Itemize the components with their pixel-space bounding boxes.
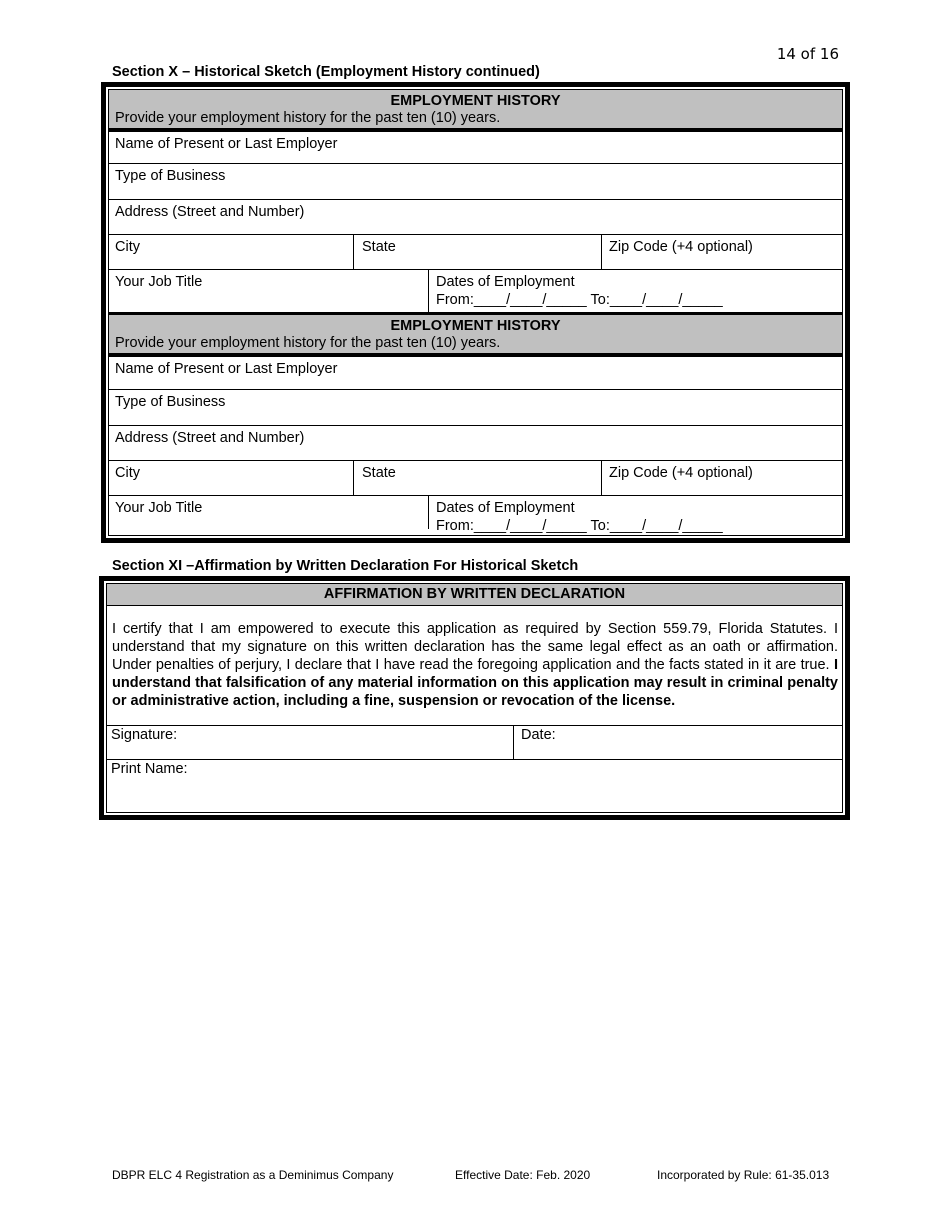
footer-form-name: DBPR ELC 4 Registration as a Deminimus Company xyxy=(112,1168,394,1182)
employment-history-form xyxy=(101,82,850,543)
business-type-label: Type of Business xyxy=(115,394,226,410)
affirmation-text: I certify that I am empowered to execute this application as required by Section 559.79, Florida Statutes. I understand that my signature on this written declaration has the same legal effect as an oath or affirmation. Under penalties of perjury, I declare that I have read the foregoing application and the facts stated in it are true. xyxy=(112,621,838,673)
affirmation-warning-text: I understand that falsification of any material information on this application may result in criminal penalty or administrative action, including a fine, suspension or revocation of the license. xyxy=(112,657,838,709)
job-title-field[interactable] xyxy=(109,496,428,529)
zip-label: Zip Code (+4 optional) xyxy=(609,465,753,481)
job-title-label: Your Job Title xyxy=(115,274,203,290)
employment-history-header-1 xyxy=(109,90,842,132)
business-type-field[interactable] xyxy=(109,390,842,426)
footer-effective-date: Effective Date: Feb. 2020 xyxy=(455,1168,591,1182)
job-title-dates-row xyxy=(109,496,842,534)
state-label: State xyxy=(362,465,396,481)
address-label: Address (Street and Number) xyxy=(115,430,305,446)
signature-field[interactable] xyxy=(107,726,513,759)
address-field[interactable] xyxy=(109,200,842,235)
dates-fields[interactable]: From:____/____/_____ To:____/____/_____ xyxy=(436,518,723,534)
address-field[interactable] xyxy=(109,426,842,461)
business-type-label: Type of Business xyxy=(115,168,226,184)
employer-name-field[interactable] xyxy=(109,132,842,164)
print-name-field[interactable] xyxy=(107,760,842,795)
employment-history-subtitle: Provide your employment history for the past ten (10) years. xyxy=(115,110,501,126)
employer-name-field[interactable] xyxy=(109,357,842,390)
dates-of-employment-field[interactable] xyxy=(428,496,842,534)
city-field[interactable] xyxy=(109,461,353,495)
state-field[interactable] xyxy=(353,235,601,269)
employment-history-header-2 xyxy=(109,312,842,357)
job-title-dates-row xyxy=(109,270,842,312)
state-field[interactable] xyxy=(353,461,601,495)
city-field[interactable] xyxy=(109,235,353,269)
dates-label: Dates of Employment xyxy=(436,500,575,516)
page-number: 14 of 16 xyxy=(776,45,839,63)
employment-history-subtitle: Provide your employment history for the past ten (10) years. xyxy=(115,335,501,351)
zip-label: Zip Code (+4 optional) xyxy=(609,239,753,255)
address-label: Address (Street and Number) xyxy=(115,204,305,220)
zip-field[interactable] xyxy=(601,235,842,269)
footer-rule: Incorporated by Rule: 61-35.013 xyxy=(657,1168,830,1182)
affirmation-form xyxy=(99,576,850,820)
job-title-field[interactable] xyxy=(109,270,428,312)
date-label: Date: xyxy=(521,727,556,743)
signature-label: Signature: xyxy=(111,727,178,743)
signature-date-row xyxy=(107,725,842,760)
city-state-zip-row xyxy=(109,461,842,496)
print-name-label: Print Name: xyxy=(111,761,188,777)
date-field[interactable] xyxy=(513,726,842,759)
city-state-zip-row xyxy=(109,235,842,270)
employer-name-label: Name of Present or Last Employer xyxy=(115,361,338,377)
dates-fields[interactable]: From:____/____/_____ To:____/____/_____ xyxy=(436,292,723,308)
employment-history-title: EMPLOYMENT HISTORY xyxy=(390,318,561,334)
section-x-heading: Section X – Historical Sketch (Employment History continued) xyxy=(112,64,540,80)
dates-label: Dates of Employment xyxy=(436,274,575,290)
city-label: City xyxy=(115,465,140,481)
section-xi-heading: Section XI –Affirmation by Written Declaration For Historical Sketch xyxy=(112,558,579,574)
employment-history-title: EMPLOYMENT HISTORY xyxy=(390,93,561,109)
affirmation-statement xyxy=(112,620,838,710)
business-type-field[interactable] xyxy=(109,164,842,200)
affirmation-title: AFFIRMATION BY WRITTEN DECLARATION xyxy=(107,584,842,606)
job-title-label: Your Job Title xyxy=(115,500,203,516)
state-label: State xyxy=(362,239,396,255)
zip-field[interactable] xyxy=(601,461,842,495)
dates-of-employment-field[interactable] xyxy=(428,270,842,312)
city-label: City xyxy=(115,239,140,255)
employer-name-label: Name of Present or Last Employer xyxy=(115,136,338,152)
